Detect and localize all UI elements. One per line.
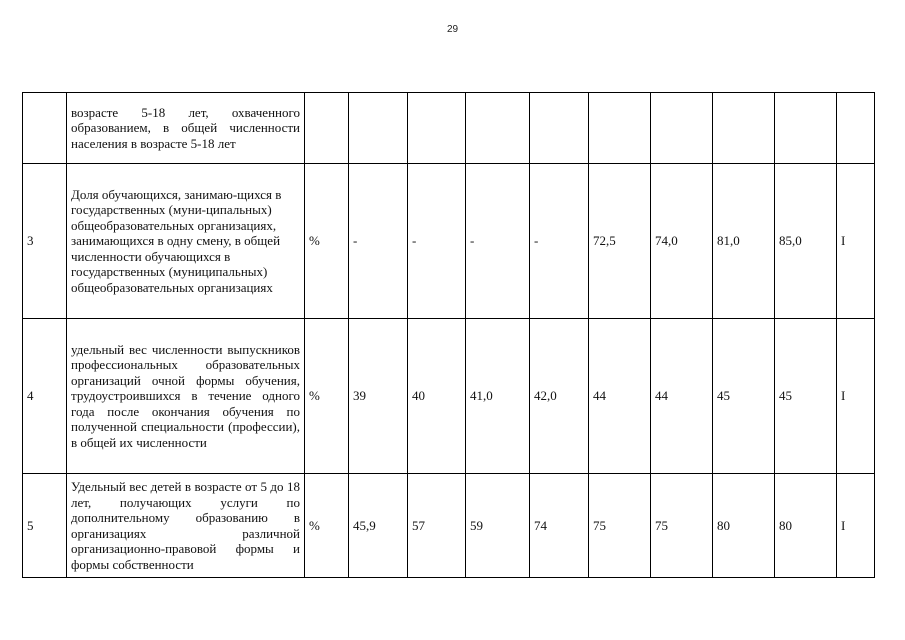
value-cell: - <box>408 164 466 319</box>
value-cell: 85,0 <box>775 164 837 319</box>
value-cell <box>349 93 408 164</box>
row-number <box>23 93 67 164</box>
value-cell <box>466 93 530 164</box>
value-cell: 57 <box>408 474 466 578</box>
value-cell: 41,0 <box>466 319 530 474</box>
value-cell: 44 <box>651 319 713 474</box>
mark-cell: I <box>837 319 875 474</box>
value-cell: - <box>466 164 530 319</box>
value-cell: 45,9 <box>349 474 408 578</box>
mark-cell <box>837 93 875 164</box>
value-cell: 75 <box>651 474 713 578</box>
value-cell: 74 <box>530 474 589 578</box>
value-cell: 45 <box>713 319 775 474</box>
value-cell: 80 <box>775 474 837 578</box>
mark-cell: I <box>837 474 875 578</box>
value-cell <box>651 93 713 164</box>
value-cell: 39 <box>349 319 408 474</box>
value-cell: 59 <box>466 474 530 578</box>
page-number: 29 <box>446 24 459 35</box>
table-row <box>23 164 875 319</box>
indicator-name: возрасте 5-18 лет, охваченного образованием, в общей численности населения в возрасте 5-18 лет <box>67 93 305 164</box>
indicators-table <box>22 92 875 578</box>
value-cell: 40 <box>408 319 466 474</box>
unit-cell: % <box>305 474 349 578</box>
unit-cell <box>305 93 349 164</box>
value-cell <box>713 93 775 164</box>
indicator-name: удельный вес численности выпускников профессиональных образовательных организаций очной формы обучения, трудоустроившихся в течение одного года после окончания обучения по полученной специальности (профессии), в общей их численности <box>67 319 305 474</box>
row-number: 5 <box>23 474 67 578</box>
unit-cell: % <box>305 319 349 474</box>
value-cell: 45 <box>775 319 837 474</box>
value-cell: 42,0 <box>530 319 589 474</box>
unit-cell: % <box>305 164 349 319</box>
indicator-name: Доля обучающихся, занимаю-щихся в государственных (муни-ципальных) общеобразовательных организациях, занимающихся в одну смену, в общей численности обучающихся в государственных (муниципальных) общеобразовательных организациях <box>67 164 305 319</box>
value-cell: 75 <box>589 474 651 578</box>
value-cell <box>408 93 466 164</box>
value-cell <box>775 93 837 164</box>
row-number: 4 <box>23 319 67 474</box>
table-row <box>23 93 875 164</box>
value-cell: 44 <box>589 319 651 474</box>
value-cell <box>530 93 589 164</box>
value-cell: 74,0 <box>651 164 713 319</box>
value-cell: 81,0 <box>713 164 775 319</box>
value-cell: - <box>349 164 408 319</box>
value-cell: - <box>530 164 589 319</box>
value-cell: 72,5 <box>589 164 651 319</box>
table-row <box>23 474 875 578</box>
row-number: 3 <box>23 164 67 319</box>
value-cell <box>589 93 651 164</box>
mark-cell: I <box>837 164 875 319</box>
value-cell: 80 <box>713 474 775 578</box>
indicator-name: Удельный вес детей в возрасте от 5 до 18 лет, получающих услуги по дополнительному образованию в организациях различной организационно-правовой формы и формы собственности <box>67 474 305 578</box>
table-row <box>23 319 875 474</box>
